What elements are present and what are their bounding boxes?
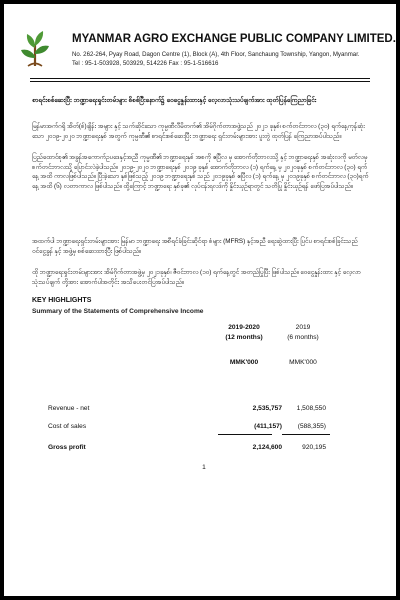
column-header-2019 (272, 323, 334, 343)
subtotal-rule (282, 434, 330, 435)
value-cost-of-sales-2020: (411,157) (254, 423, 282, 430)
row-label-gross-profit: Gross profit (48, 444, 86, 451)
header-rule-thin (30, 81, 370, 82)
value-revenue-2019: 1,508,550 (296, 405, 326, 412)
column-unit: MMK'000 (289, 359, 317, 366)
page-number: 1 (202, 464, 206, 471)
row-label-cost-of-sales: Cost of sales (48, 423, 87, 430)
paragraph-2: ပြည်ထောင်စု၏ အခွန်အကောက်ဥပဒေနှင့်အညီ ကုမ္ပဏီ၏ ဘဏ္ဍာရေးနှစ် အစကို ဧပြီလ မှ အောက်တိုဘာလသို့ နှင့် ဘဏ္ဍာရေးနှစ် အဆုံးလကို မတ်လမှ စက်တင်ဘာလသို့ ပြောင်းလဲခဲ့ပါသည်။ ၂၀၁၉-၂၀၂၀ ဘဏ္ဍာရေးနှစ် ၂၀၁၉ ခုနှစ် အောက်တိုဘာလ (၁) ရက်နေ့ မှ ၂၀၂၀ခုနှစ် စက်တင်ဘာလ (၃၀) ရက်နေ့ အထိ ကာလဖြစ်ပါသည်။ ပြီးခဲ့သော နှစ်ဖြစ်သည့် ၂၀၁၉ ဘဏ္ဍာရေးနှစ် သည် ၂၀၁၉ခုနှစ် ဧပြီလ (၁) ရက်နေ့ မှ ၂၀၁၉ခုနှစ် စက်တင်ဘာလ (၃၀)ရက်နေ့ အထိ (၆) လတာကာလ ဖြစ်ပါသည်။ ထို့ကြောင့် ဘဏ္ဍာရေး နှစ်ခု၏ လုပ်ငန်းရလဒ်ကို နှိုင်းယှဉ်ရာတွင် သတိပြု နှိုင်းယှဉ်ရန် ဖော်ပြအပ်ပါသည်။ (32, 154, 369, 190)
value-gross-profit-2020: 2,124,600 (252, 444, 282, 451)
header-rule-thick (30, 78, 370, 79)
paragraph-4: ထို ဘဏ္ဍာရေးရှင်းတမ်းများအား အိမ်ဂိုက်တာအဖွဲ့မှ ၂၀၂၁ခုနှစ်၊ ဇီဝင်ဘာလ (၁၀) ရက်နေ့တွင် အတည်ပြုပြီး ဖြစ်ပါသည်။ ဝေငွေနှုန်းထား နှင့် လေ့လာသုံးသပ်ချက် တို့အား အောက်ပါအတိုင်း အသိပေးတင်ပြအပ်ပါသည်။ (32, 269, 361, 286)
company-address (72, 50, 394, 68)
value-cost-of-sales-2019: (588,355) (297, 423, 326, 430)
paragraph-1: မြန်မာအက်ဂရို အိတ်(စ်)ချိန်း အများ နှင့် သက်ဆိုင်သော ကုမ္ပဏီလီမိတက်၏ အိမ်ဂိုက်တာအဖွဲ့သည် ၂၀၂၁ ခုနှစ်၊ စက်တင်ဘာလ (၃၀) ရက်နေ့ကုန်ဆုံးသော ၂၀၁၉-၂၀၂၀ ဘဏ္ဍာရေးနှစ် အတွက် ကုမ္ပဏီ၏ စာရင်းစစ်ဆေးပြီး ဘဏ္ဍာရေး ရှင်းတမ်းများအား ပူးတွဲ ထုတ်ပြန် ကြေညာအပ်ပါသည်။ (32, 123, 365, 140)
column-duration: (6 months) (287, 334, 319, 341)
document-page (4, 4, 396, 596)
address-line: No. 262-264, Pyay Road, Dagon Centre (1), Block (A), 4th Floor, Sanchaung Township, Yangon, Myanmar. (72, 51, 360, 58)
subtotal-rule (218, 434, 272, 435)
column-unit: MMK'000 (229, 359, 259, 366)
value-gross-profit-2019: 920,195 (302, 444, 326, 451)
column-duration: (12 months) (225, 334, 263, 341)
row-label-revenue: Revenue - net (48, 405, 90, 412)
column-period: 2019 (295, 324, 311, 331)
summary-title: Summary of the Statements of Comprehensive Income (32, 308, 204, 315)
announcement-headline: စာရင်းစစ်ဆေးပြီး ဘဏ္ဍာရေးရှင်းတမ်းများ စိစစ်ပြီးနောက်၌ ဝေငွေနှုန်းထားနှင့် လေ့လာသုံးသပ်ချက်အား ထုတ်ပြန်ကြေညာခြင်း (32, 97, 317, 104)
company-logo (18, 28, 52, 68)
key-highlights-heading: KEY HIGHLIGHTS (32, 297, 92, 304)
value-revenue-2020: 2,535,757 (252, 405, 282, 412)
tel-fax-line: Tel : 95-1-503928, 503929, 514226 Fax : 95-1-516616 (72, 60, 219, 67)
company-name: MYANMAR AGRO EXCHANGE PUBLIC COMPANY LIMITED. (72, 33, 396, 45)
column-period: 2019-2020 (228, 324, 260, 331)
paragraph-3: အထက်ပါ ဘဏ္ဍာရေးရှင်းတမ်းများအား မြန်မာ ဘဏ္ဍာရေး အစီရင်ခံခြင်းဆိုင်ရာ စံများ (MFRS) နှင့်အညီ ရေးဆွဲထားပြီး ပြင်ပ စာရင်းစစ်ခြင်းသည် ဝင်ငွေခွန် နှင့် အဖွဲ့မှ စစ်ဆေးထားပြီး ဖြစ်ပါသည်။ (32, 238, 358, 255)
